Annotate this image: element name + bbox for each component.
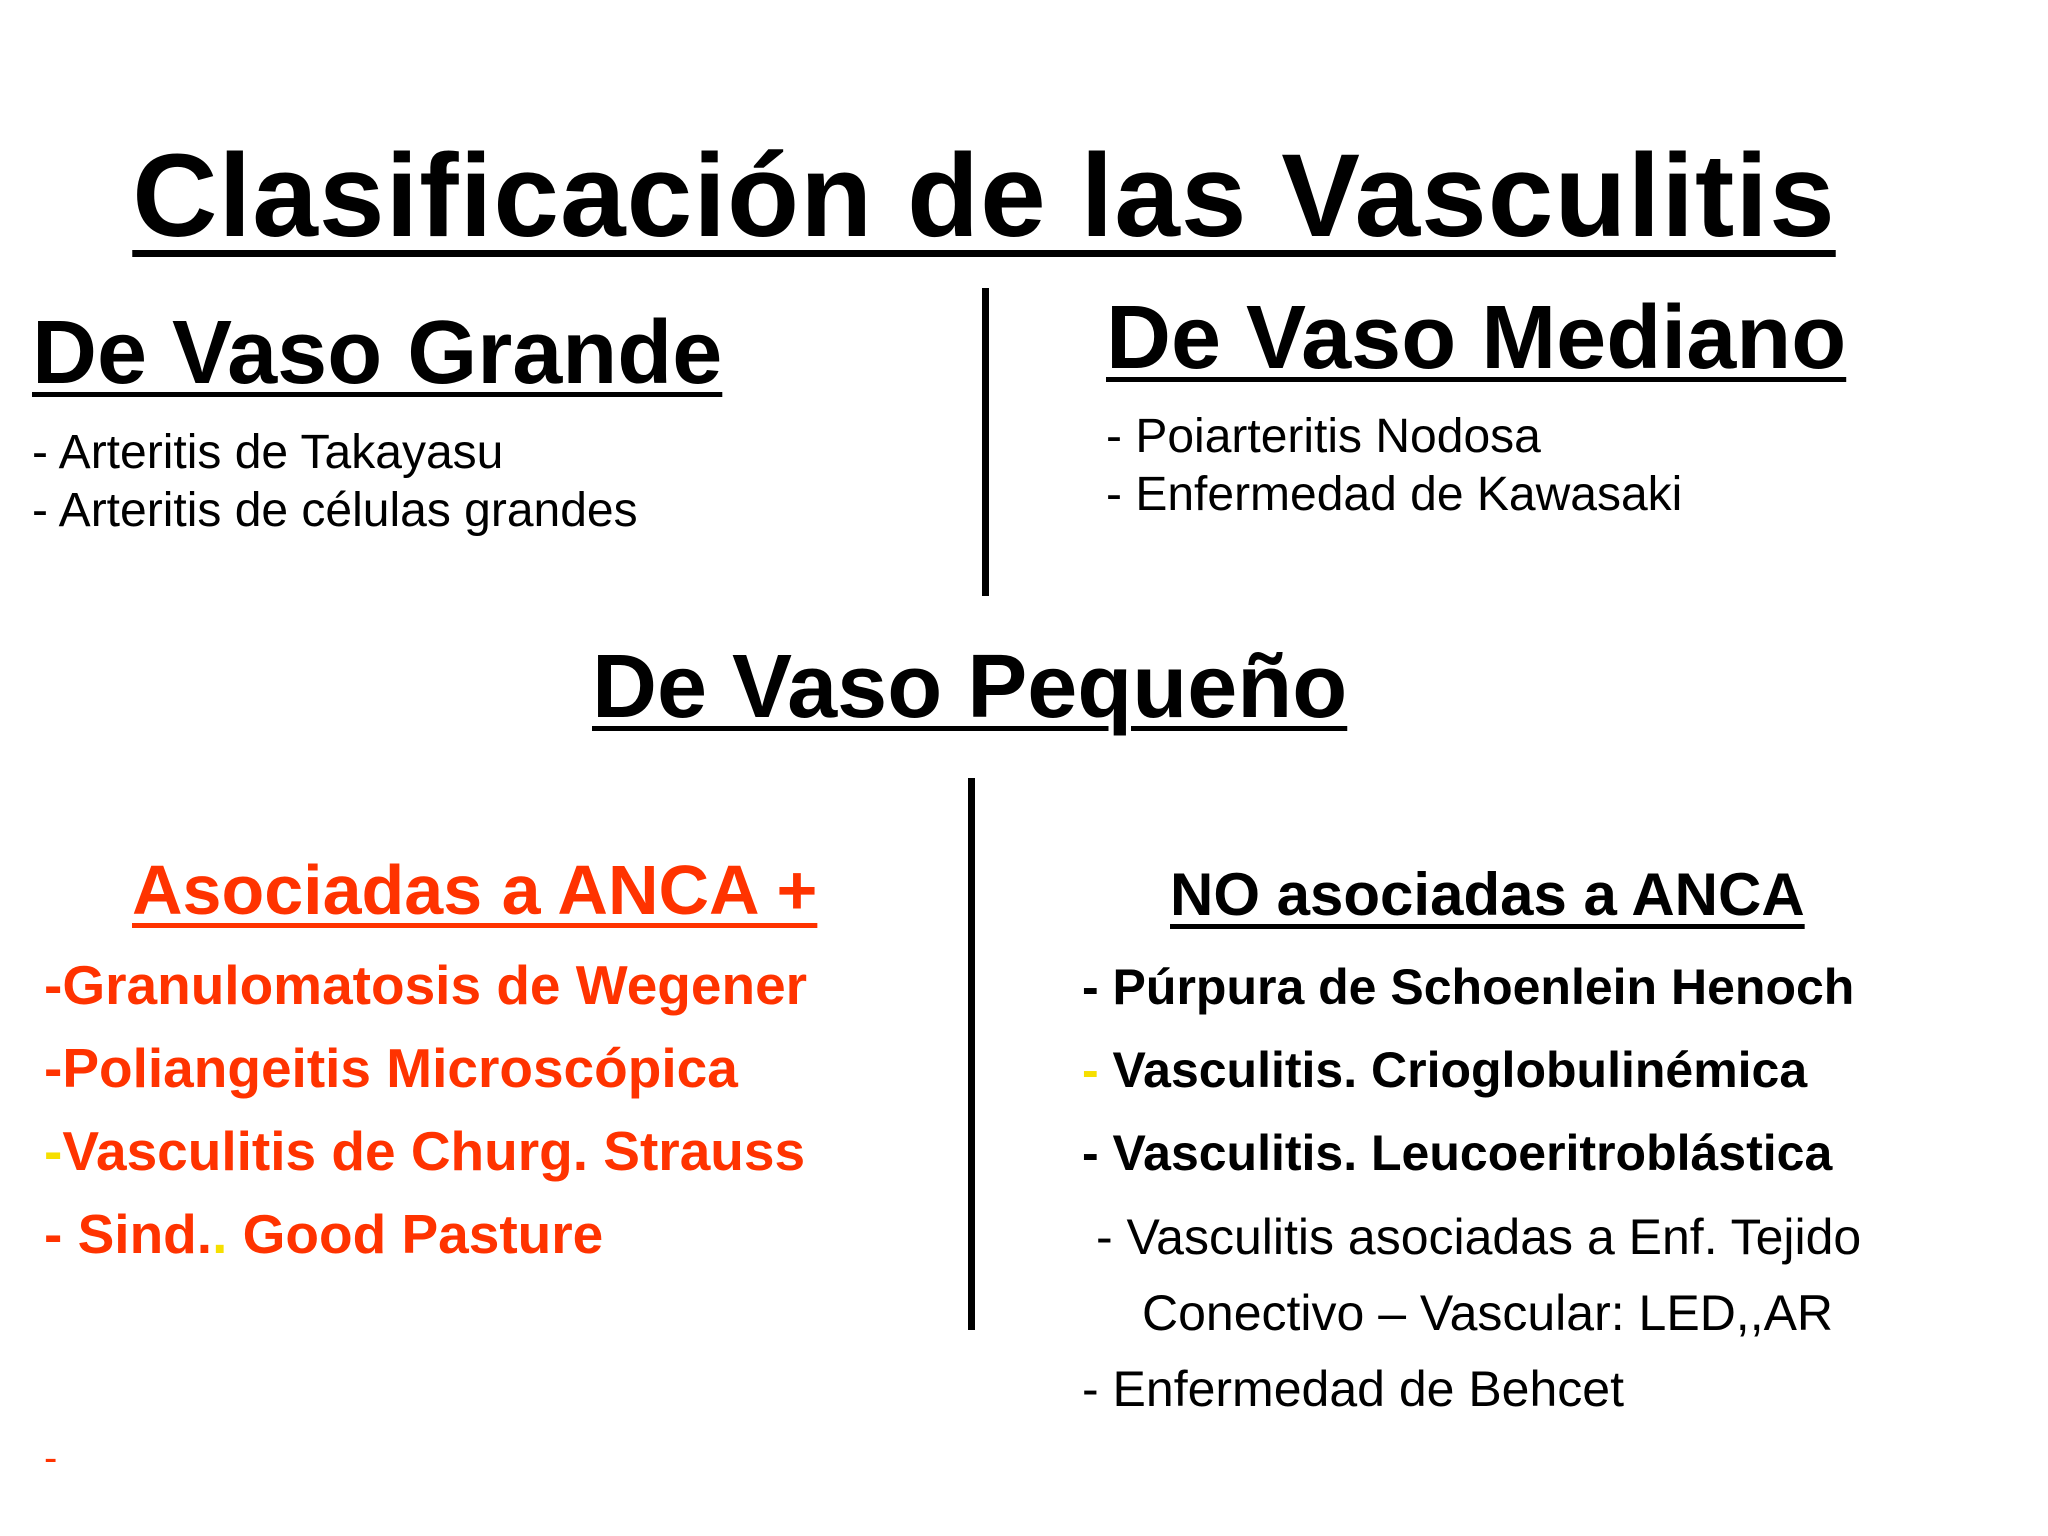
- list-item: - Arteritis de células grandes: [32, 484, 638, 537]
- bottom-divider: [968, 778, 975, 1330]
- list-item: - Sind.. Good Pasture: [44, 1203, 604, 1265]
- large-vessel-list: [32, 424, 638, 540]
- anca-positive-heading: Asociadas a ANCA +: [132, 851, 818, 929]
- list-item: -Vasculitis de Churg. Strauss: [44, 1120, 806, 1182]
- slide-title: Clasificación de las Vasculitis: [132, 130, 1836, 262]
- small-vessel-heading: De Vaso Pequeño: [592, 637, 1348, 737]
- medium-vessel-heading: De Vaso Mediano: [1106, 288, 1847, 388]
- list-item: - Vasculitis asociadas a Enf. Tejido: [1096, 1209, 1862, 1265]
- anca-negative-heading: NO asociadas a ANCA: [1170, 861, 1805, 928]
- list-item: Conectivo – Vascular: LED,,AR: [1142, 1285, 1834, 1341]
- list-item: - Púrpura de Schoenlein Henoch: [1082, 959, 1855, 1015]
- medium-vessel-list: [1106, 408, 1682, 524]
- top-divider: [982, 288, 989, 596]
- list-item: - Enfermedad de Kawasaki: [1106, 468, 1683, 521]
- list-item: - Arteritis de Takayasu: [32, 426, 504, 479]
- large-vessel-heading: De Vaso Grande: [32, 303, 723, 403]
- list-item: - Enfermedad de Behcet: [1082, 1361, 1624, 1417]
- list-item: - Vasculitis. Crioglobulinémica: [1082, 1042, 1808, 1098]
- trailing-dash: -: [44, 1436, 58, 1480]
- list-item: - Poiarteritis Nodosa: [1106, 410, 1541, 463]
- list-item: -Poliangeitis Microscópica: [44, 1037, 738, 1099]
- list-item: -Granulomatosis de Wegener: [44, 954, 808, 1016]
- list-item: - Vasculitis. Leucoeritroblástica: [1082, 1125, 1833, 1181]
